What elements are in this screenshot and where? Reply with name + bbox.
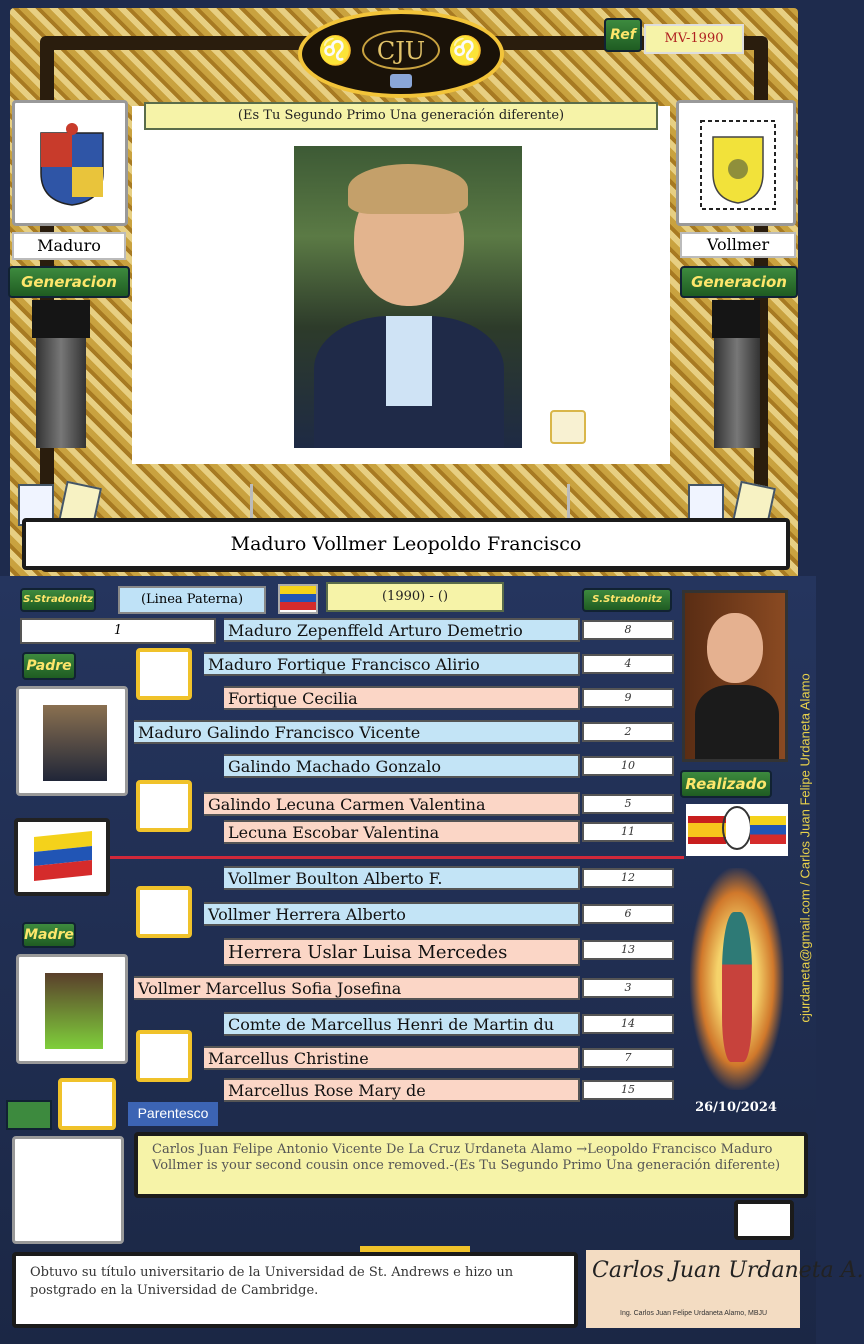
ancestor-10-name: Galindo Machado Gonzalo [224,754,580,778]
cju-logo [298,10,504,98]
lion-left-icon: ♌ [318,34,353,67]
ancestor-15-number: 15 [582,1080,674,1100]
green-square-button[interactable] [6,1100,52,1130]
ancestor-4-name: Maduro Fortique Francisco Alirio [204,652,580,676]
ancestor-11-number: 11 [582,822,674,842]
ancestor-10-number: 10 [582,756,674,776]
ancestor-13-name: Herrera Uslar Luisa Mercedes [224,938,580,966]
padre-photo-card [16,686,128,796]
side-email-text: cjurdaneta@gmail.com / Carlos Juan Felipe Urdaneta Alamo [797,673,813,1023]
relation-caption: (Es Tu Segundo Primo Una generación diferente) [144,102,658,130]
ancestor-12-name: Vollmer Boulton Alberto F. [224,866,580,890]
ancestor-4-number: 4 [582,654,674,674]
madre-photo [45,973,103,1049]
paternal-crest-icon [136,648,192,700]
lion-right-icon: ♌ [448,34,483,67]
logo-shield-icon [390,74,412,88]
padre-label: Padre [22,652,76,680]
ancestor-14-name: Comte de Marcellus Henri de Martin du [224,1012,580,1036]
left-black-tab [32,300,90,338]
virgin-guadalupe-image [690,868,784,1090]
ref-value: MV-1990 [644,24,744,54]
stradonitz-right-label: S.Stradonitz [582,588,672,612]
ancestor-7-number: 7 [582,1048,674,1068]
signature-box [586,1250,864,1328]
person-photo [294,146,522,448]
lineage-divider [110,856,684,859]
years-range: (1990) - () [326,582,504,612]
ancestor-5-name: Galindo Lecuna Carmen Valentina [204,792,580,816]
date: 26/10/2024 [695,1100,777,1115]
parentesco-text: Carlos Juan Felipe Antonio Vicente De La Cruz Urdaneta Alamo →Leopoldo Francisco Maduro Vollmer is your second cousin once removed.-(Es Tu Segundo Primo Una generación diferente) [134,1132,808,1198]
ancestor-3-name: Vollmer Marcellus Sofia Josefina [134,976,580,1000]
bio-text: Obtuvo su título universitario de la Universidad de St. Andrews e hizo un postgrado en la Universidad de Cambridge. [12,1252,578,1328]
right-pillar [714,338,760,448]
author-photo [682,590,788,762]
self-number: 1 [20,618,216,644]
ancestor-14-number: 14 [582,1014,674,1034]
vollmer-coat-of-arms-icon [699,119,777,211]
tree-emblem-icon [722,806,752,850]
line-label: (Linea Paterna) [118,586,266,614]
stradonitz-left-label: S.Stradonitz [20,588,96,612]
signature-subtext: Ing. Carlos Juan Felipe Urdaneta Alamo, MBJU [620,1310,768,1317]
ancestor-12-number: 12 [582,868,674,888]
name-connector [250,484,570,522]
ancestor-5-number: 5 [582,794,674,814]
empty-photo-slot [12,1136,124,1244]
right-crest-card [676,100,796,226]
small-crest-icon [550,410,586,444]
parentesco-label: Parentesco [128,1102,218,1126]
madre-label: Madre [22,922,76,948]
virgin-figure [722,912,752,1062]
ancestor-13-number: 13 [582,940,674,960]
left-pillar [36,338,86,448]
ancestor-7-name: Marcellus Christine [204,1046,580,1070]
venezuela-flag-card [14,818,110,896]
vollmer-crest-icon [136,886,192,938]
madre-photo-card [16,954,128,1064]
galindo-crest-icon [136,780,192,832]
full-name: Maduro Vollmer Leopoldo Francisco [22,518,790,570]
generacion-right-button[interactable]: Generacion [680,266,798,298]
spain-flag-icon [688,816,726,844]
marcellus-crest-icon [136,1030,192,1082]
ancestor-8-number: 8 [582,620,674,640]
realizado-label: Realizado [680,770,772,798]
author-jacket [695,685,779,759]
side-email [790,590,814,1040]
ancestor-11-name: Lecuna Escobar Valentina [224,820,580,844]
empty-crest-slot [58,1078,116,1130]
ancestor-9-number: 9 [582,688,674,708]
ancestor-9-name: Fortique Cecilia [224,686,580,710]
hair-shape [348,164,468,214]
venezuela-flag-small-icon [278,584,318,614]
ancestor-3-number: 3 [582,978,674,998]
ref-label: Ref [604,18,642,52]
ancestor-2-name: Maduro Galindo Francisco Vicente [134,720,580,744]
left-crest-card [12,100,128,226]
venezuela-flag-right-icon [750,816,786,844]
right-surname: Vollmer [680,232,796,258]
ancestor-6-name: Vollmer Herrera Alberto [204,902,580,926]
spain-venezuela-flags-icon [686,804,788,856]
shirt-shape [386,316,432,406]
maduro-coat-of-arms-icon [33,123,111,207]
right-black-tab [712,300,760,338]
ancestor-8-name: Maduro Zepenffeld Arturo Demetrio [224,618,580,642]
empty-white-box [734,1200,794,1240]
generacion-left-button[interactable]: Generacion [8,266,130,298]
left-surname: Maduro [12,232,126,260]
ancestor-6-number: 6 [582,904,674,924]
signature-text: Carlos Juan Urdaneta A. [592,1258,864,1283]
author-face [707,613,763,683]
venezuela-flag-icon [34,831,92,881]
ancestor-15-name: Marcellus Rose Mary de [224,1078,580,1102]
ancestor-2-number: 2 [582,722,674,742]
padre-photo [43,705,107,781]
logo-text: CJU [362,30,440,70]
